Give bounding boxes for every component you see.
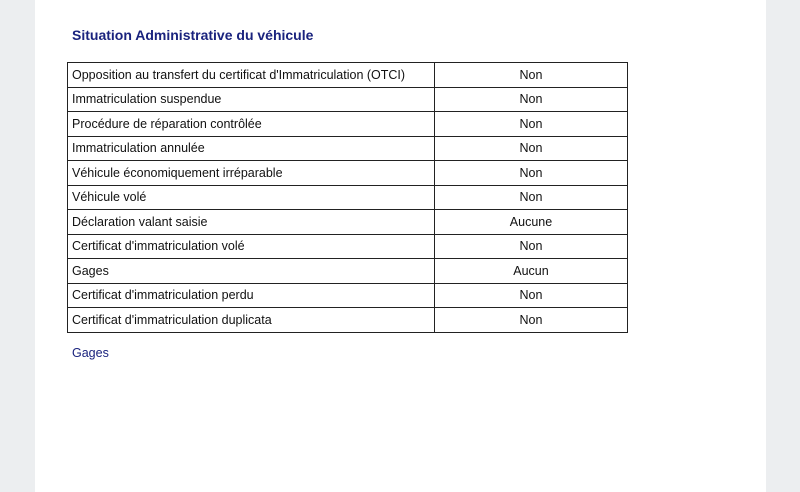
row-value: Non: [435, 87, 628, 112]
row-label: Déclaration valant saisie: [68, 210, 435, 235]
row-label: Gages: [68, 259, 435, 284]
table-row: [68, 185, 628, 210]
row-label: Opposition au transfert du certificat d'Immatriculation (OTCI): [68, 63, 435, 88]
row-value: Aucune: [435, 210, 628, 235]
table-row: [68, 308, 628, 333]
row-value: Non: [435, 234, 628, 259]
row-label: Procédure de réparation contrôlée: [68, 112, 435, 137]
administrative-status-table: [67, 62, 628, 333]
row-value: Non: [435, 308, 628, 333]
row-value: Aucun: [435, 259, 628, 284]
row-value: Non: [435, 283, 628, 308]
row-label: Immatriculation suspendue: [68, 87, 435, 112]
table-row: [68, 234, 628, 259]
row-label: Certificat d'immatriculation perdu: [68, 283, 435, 308]
row-value: Non: [435, 112, 628, 137]
table-row: [68, 259, 628, 284]
table-row: [68, 161, 628, 186]
table-row: [68, 87, 628, 112]
row-value: Non: [435, 161, 628, 186]
table-row: [68, 112, 628, 137]
gages-link[interactable]: Gages: [72, 346, 109, 360]
row-value: Non: [435, 63, 628, 88]
table-row: [68, 210, 628, 235]
document-page: [35, 0, 766, 492]
row-label: Certificat d'immatriculation volé: [68, 234, 435, 259]
row-label: Certificat d'immatriculation duplicata: [68, 308, 435, 333]
table-row: [68, 63, 628, 88]
table-row: [68, 136, 628, 161]
row-label: Véhicule économiquement irréparable: [68, 161, 435, 186]
row-label: Véhicule volé: [68, 185, 435, 210]
row-label: Immatriculation annulée: [68, 136, 435, 161]
section-title: Situation Administrative du véhicule: [72, 27, 314, 43]
table-row: [68, 283, 628, 308]
row-value: Non: [435, 185, 628, 210]
row-value: Non: [435, 136, 628, 161]
